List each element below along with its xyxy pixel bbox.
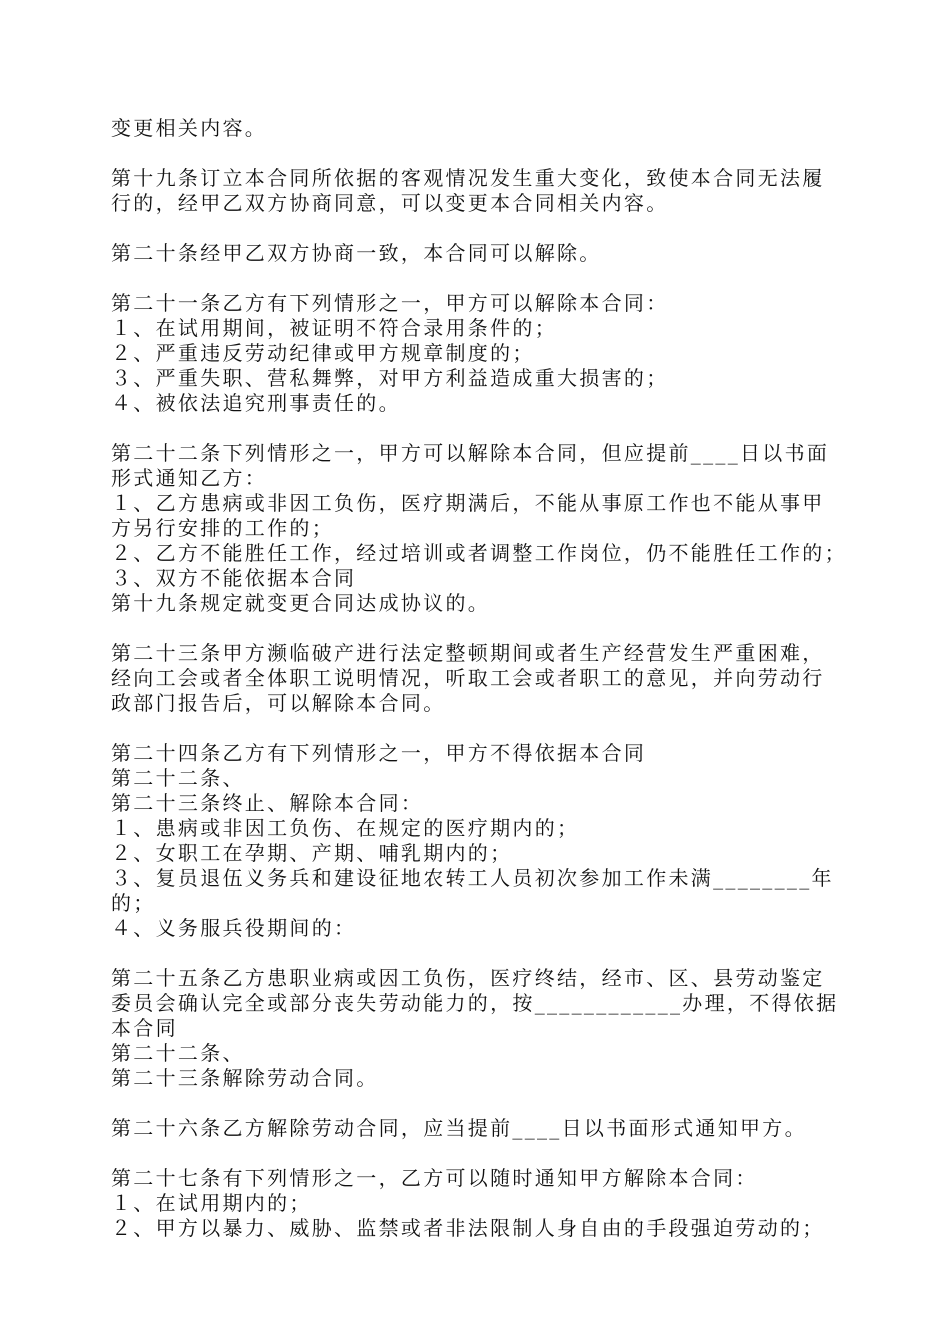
contract-paragraph [111, 441, 847, 616]
contract-paragraph [111, 1166, 843, 1241]
text-line: ３、严重失职、营私舞弊，对甲方利益造成重大损害的； [111, 366, 669, 390]
document-body [111, 116, 847, 1266]
text-line: １、乙方患病或非因工负伤，医疗期满后，不能从事原工作也不能从事甲 [111, 491, 825, 515]
contract-paragraph [111, 166, 843, 216]
text-line: 第十九条订立本合同所依据的客观情况发生重大变化，致使本合同无法履 [111, 166, 825, 190]
text-line: １、在试用期间，被证明不符合录用条件的； [111, 316, 557, 340]
text-line: ２、乙方不能胜任工作，经过培训或者调整工作岗位，仍不能胜任工作的； [111, 541, 847, 565]
text-line: 第二十七条有下列情形之一，乙方可以随时通知甲方解除本合同： [111, 1166, 758, 1190]
text-line: 委员会确认完全或部分丧失劳动能力的，按____________办理，不得依据 [111, 991, 839, 1015]
text-line: 第二十六条乙方解除劳动合同，应当提前____日以书面形式通知甲方。 [111, 1116, 807, 1140]
text-line: 第二十三条解除劳动合同。 [111, 1066, 379, 1090]
text-line: ３、复员退伍义务兵和建设征地农转工人员初次参加工作未满________年 [111, 866, 834, 890]
text-line: 第十九条规定就变更合同达成协议的。 [111, 591, 491, 615]
contract-paragraph [111, 241, 843, 266]
text-line: １、在试用期内的； [111, 1191, 312, 1215]
text-line: ４、义务服兵役期间的： [111, 916, 357, 940]
text-line: 的； [111, 891, 156, 915]
text-line: ２、女职工在孕期、产期、哺乳期内的； [111, 841, 513, 865]
contract-paragraph [111, 116, 843, 141]
text-line: 方另行安排的工作的； [111, 516, 334, 540]
contract-paragraph [111, 291, 843, 416]
text-line: ２、甲方以暴力、威胁、监禁或者非法限制人身自由的手段强迫劳动的； [111, 1216, 825, 1240]
text-line: 政部门报告后，可以解除本合同。 [111, 691, 446, 715]
contract-paragraph [111, 641, 843, 716]
text-line: 形式通知乙方： [111, 466, 268, 490]
text-line: 第二十五条乙方患职业病或因工负伤，医疗终结，经市、区、县劳动鉴定 [111, 966, 825, 990]
text-line: 第二十二条、 [111, 1041, 245, 1065]
text-line: 本合同 [111, 1016, 178, 1040]
text-line: 经向工会或者全体职工说明情况，听取工会或者职工的意见，并向劳动行 [111, 666, 825, 690]
text-line: 第二十二条下列情形之一，甲方可以解除本合同，但应提前____日以书面 [111, 441, 830, 465]
contract-paragraph [111, 1116, 843, 1141]
text-line: 行的，经甲乙双方协商同意，可以变更本合同相关内容。 [111, 191, 669, 215]
text-line: ２、严重违反劳动纪律或甲方规章制度的； [111, 341, 535, 365]
text-line: 第二十四条乙方有下列情形之一，甲方不得依据本合同 [111, 741, 647, 765]
contract-paragraph [111, 966, 843, 1091]
text-line: 变更相关内容。 [111, 116, 268, 140]
text-line: 第二十一条乙方有下列情形之一，甲方可以解除本合同： [111, 291, 669, 315]
text-line: 第二十三条甲方濒临破产进行法定整顿期间或者生产经营发生严重困难， [111, 641, 825, 665]
text-line: １、患病或非因工负伤、在规定的医疗期内的； [111, 816, 580, 840]
text-line: 第二十二条、 [111, 766, 245, 790]
text-line: 第二十条经甲乙双方协商一致，本合同可以解除。 [111, 241, 602, 265]
text-line: ３、双方不能依据本合同 [111, 566, 357, 590]
text-line: 第二十三条终止、解除本合同： [111, 791, 424, 815]
text-line: ４、被依法追究刑事责任的。 [111, 391, 401, 415]
contract-paragraph [111, 741, 843, 941]
